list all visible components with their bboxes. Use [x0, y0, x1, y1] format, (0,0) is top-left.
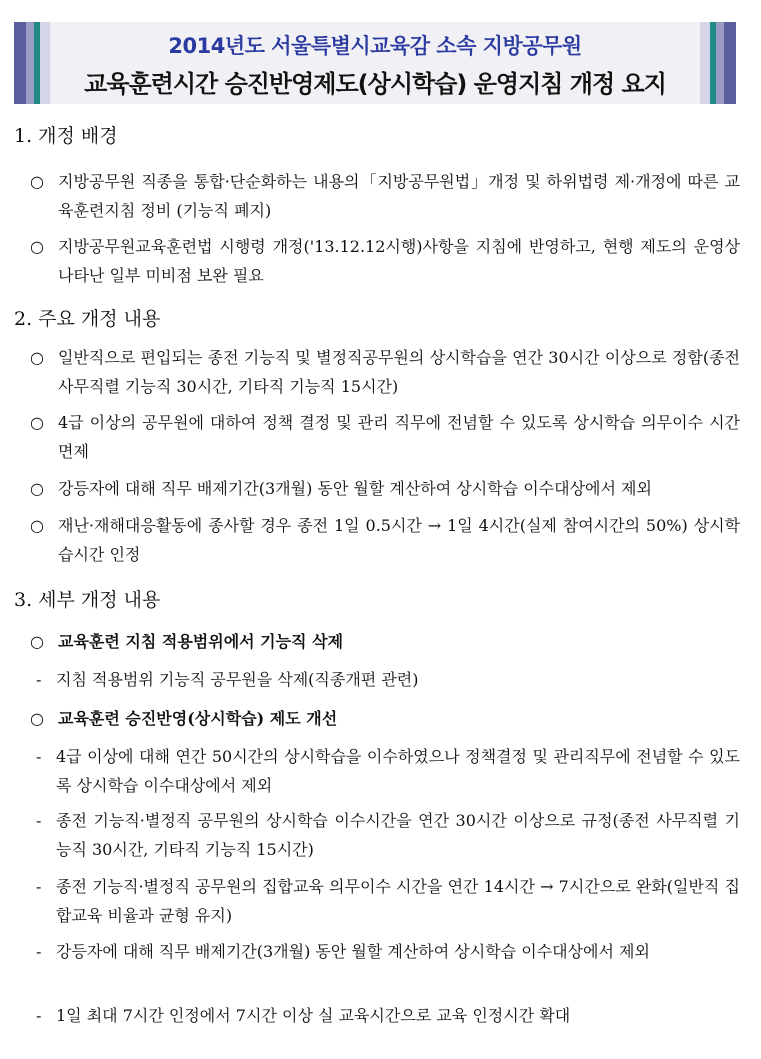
stripe: [724, 22, 736, 104]
bullet-text: 지방공무원 직종을 통합·단순화하는 내용의「지방공무원법」개정 및 하위법령 제·개정에 따른 교육훈련지침 정비 (기능직 폐지): [58, 172, 740, 220]
dash-text: 종전 기능직·별정직 공무원의 상시학습 이수시간을 연간 30시간 이상으로 규정(종전 사무직렬 기능직 30시간, 기타직 기능직 15시간): [56, 811, 740, 859]
circle-bullet: ○: [30, 237, 44, 256]
circle-bullet: ○: [30, 709, 44, 728]
dash-text: 1일 최대 7시간 인정에서 7시간 이상 실 교육시간으로 교육 인정시간 확대: [56, 1006, 571, 1025]
dash-text: 지침 적용범위 기능직 공무원을 삭제(직종개편 관련): [56, 670, 419, 689]
circle-bullet: ○: [30, 413, 44, 432]
title-line-1: 2014년도 서울특별시교육감 소속 지방공무원: [168, 34, 582, 58]
bullet-item: [30, 343, 740, 401]
dash-item: [36, 1001, 740, 1030]
sub-heading-item: [30, 704, 740, 733]
bullet-text: 4급 이상의 공무원에 대하여 정책 결정 및 관리 직무에 전념할 수 있도록 상시학습 의무이수 시간 면제: [58, 413, 740, 461]
banner-right-stripes: [700, 22, 736, 104]
stripe: [14, 22, 26, 104]
bullet-item: [30, 511, 740, 569]
bullet-text: 강등자에 대해 직무 배제기간(3개월) 동안 월할 계산하여 상시학습 이수대상에서 제외: [58, 479, 652, 498]
dash-text: 종전 기능직·별정직 공무원의 집합교육 의무이수 시간을 연간 14시간 → 7시간으로 완화(일반직 집합교육 비율과 균형 유지): [56, 877, 740, 925]
bullet-item: [30, 167, 740, 225]
banner-left-stripes: [14, 22, 50, 104]
sub-heading-text: 교육훈련 지침 적용범위에서 기능직 삭제: [58, 632, 344, 651]
sub-heading-text: 교육훈련 승진반영(상시학습) 제도 개선: [58, 709, 338, 728]
dash-marker: -: [36, 670, 42, 689]
sub-heading-item: [30, 627, 740, 656]
section-heading-2: 2. 주요 개정 내용: [14, 308, 161, 330]
bullet-item: [30, 474, 740, 503]
dash-item: [36, 937, 740, 966]
title-line-2: 교육훈련시간 승진반영제도(상시학습) 운영지침 개정 요지: [84, 70, 666, 98]
circle-bullet: ○: [30, 479, 44, 498]
bullet-text: 지방공무원교육훈련법 시행령 개정('13.12.12시행)사항을 지침에 반영하고, 현행 제도의 운영상 나타난 일부 미비점 보완 필요: [58, 237, 740, 285]
dash-marker: -: [36, 811, 42, 830]
dash-item: [36, 665, 740, 694]
section-heading-3: 3. 세부 개정 내용: [14, 589, 161, 611]
stripe: [26, 22, 34, 104]
bullet-item: [30, 232, 740, 290]
dash-item: [36, 872, 740, 930]
dash-marker: -: [36, 877, 42, 896]
dash-marker: -: [36, 942, 42, 961]
dash-text: 4급 이상에 대해 연간 50시간의 상시학습을 이수하였으나 정책결정 및 관리직무에 전념할 수 있도록 상시학습 이수대상에서 제외: [56, 747, 740, 795]
bullet-text: 일반직으로 편입되는 종전 기능직 및 별정직공무원의 상시학습을 연간 30시간 이상으로 정함(종전 사무직렬 기능직 30시간, 기타직 기능직 15시간): [58, 348, 740, 396]
bullet-text: 재난·재해대응활동에 종사할 경우 종전 1일 0.5시간 → 1일 4시간(실제 참여시간의 50%) 상시학습시간 인정: [58, 516, 740, 564]
dash-marker: -: [36, 1006, 42, 1025]
stripe: [716, 22, 724, 104]
circle-bullet: ○: [30, 632, 44, 651]
bullet-item: [30, 408, 740, 466]
dash-item: [36, 806, 740, 864]
section-heading-1: 1. 개정 배경: [14, 125, 118, 147]
circle-bullet: ○: [30, 172, 44, 191]
circle-bullet: ○: [30, 516, 44, 535]
dash-marker: -: [36, 747, 42, 766]
dash-item: [36, 742, 740, 800]
stripe: [40, 22, 50, 104]
title-banner: [14, 22, 736, 104]
dash-text: 강등자에 대해 직무 배제기간(3개월) 동안 월할 계산하여 상시학습 이수대상에서 제외: [56, 942, 650, 961]
stripe: [700, 22, 710, 104]
circle-bullet: ○: [30, 348, 44, 367]
